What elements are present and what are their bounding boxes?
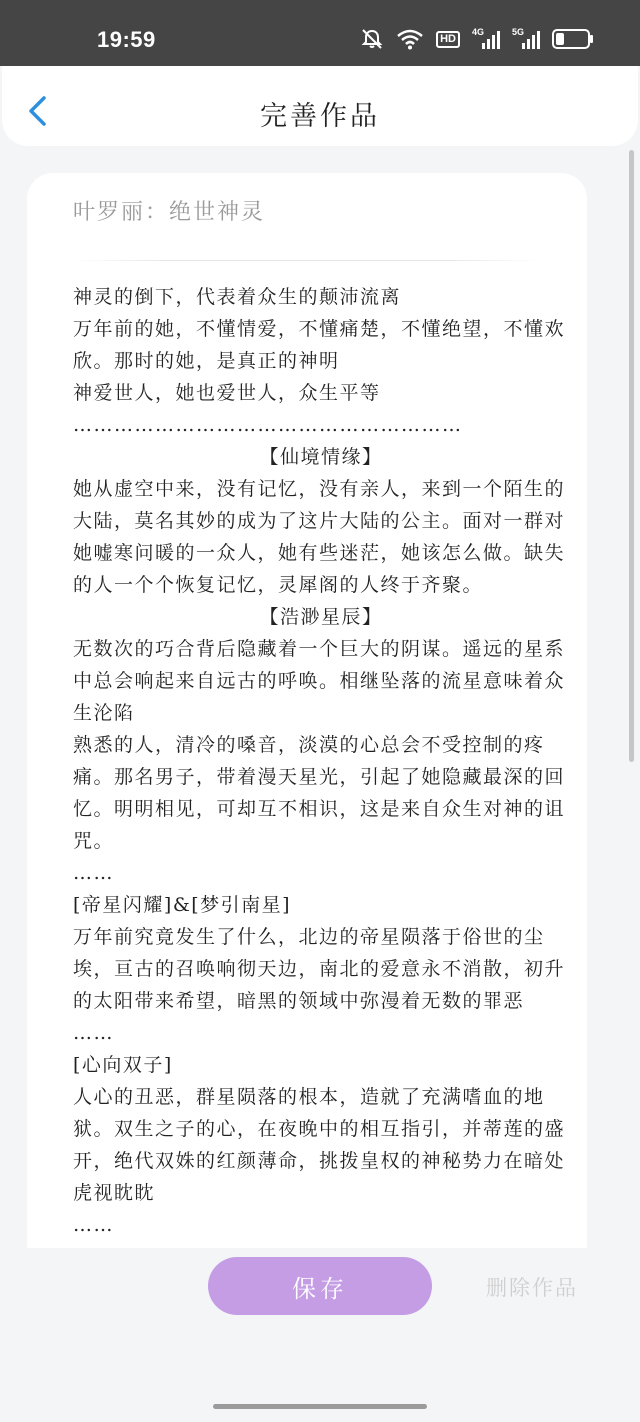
content-line: …………………………………………………	[73, 414, 463, 436]
signal-4g-icon: 4G	[472, 29, 500, 49]
content-line: [帝星闪耀]&[梦引南星]	[73, 894, 292, 916]
hd-icon: HD	[436, 31, 460, 48]
save-button[interactable]: 保存	[208, 1257, 432, 1315]
scrollbar[interactable]	[629, 150, 634, 762]
wifi-icon	[396, 28, 424, 50]
top-header	[2, 66, 638, 146]
section-heading: 【浩渺星辰】	[259, 606, 383, 628]
status-bar	[0, 0, 640, 66]
mute-icon	[360, 28, 384, 50]
content-line: 熟悉的人，清冷的嗓音，淡漠的心总会不受控制的疼痛。那名男子，带着漫天星光，引起了她隐藏最深的回忆。明明相见，可却互不相识，这是来自众生对神的诅咒。	[73, 734, 566, 852]
work-content-field[interactable]	[73, 281, 569, 1241]
content-line: 无数次的巧合背后隐藏着一个巨大的阴谋。遥远的星系中总会响起来自远古的呼唤。相继坠落的流星意味着众生沦陷	[73, 638, 566, 724]
content-line: 她从虚空中来，没有记忆，没有亲人，来到一个陌生的大陆，莫名其妙的成为了这片大陆的公主。面对一群对她嘘寒问暖的一众人，她有些迷茫，她该怎么做。缺失的人一个个恢复记忆，灵犀阁的人终于齐聚。	[73, 478, 566, 596]
signal-5g-icon: 5G	[512, 29, 540, 49]
battery-level	[556, 33, 564, 45]
content-line: 人心的丑恶，群星陨落的根本，造就了充满嗜血的地狱。双生之子的心，在夜晚中的相互指引，并蒂莲的盛开，绝代双姝的红颜薄命，挑拨皇权的神秘势力在暗处虎视眈眈	[73, 1086, 566, 1204]
title-divider	[73, 260, 541, 261]
home-indicator[interactable]	[213, 1404, 427, 1409]
content-line: 万年前的她，不懂情爱，不懂痛楚，不懂绝望，不懂欢欣。那时的她，是真正的神明	[73, 318, 566, 372]
battery-icon	[552, 29, 590, 49]
content-line: 神灵的倒下，代表着众生的颠沛流离	[73, 286, 402, 308]
delete-work-button[interactable]: 删除作品	[486, 1276, 578, 1300]
content-line: ……	[73, 1022, 114, 1044]
content-line: ……	[73, 862, 114, 884]
content-line: 神爱世人，她也爱世人，众生平等	[73, 382, 381, 404]
page-title: 完善作品	[260, 101, 380, 132]
content-line: 万年前究竟发生了什么，北边的帝星陨落于俗世的尘埃，亘古的召唤响彻天边，南北的爱意永不消散，初升的太阳带来希望，暗黑的领域中弥漫着无数的罪恶	[73, 926, 566, 1012]
work-editor-card[interactable]	[27, 173, 587, 1248]
section-heading: 【仙境情缘】	[259, 446, 383, 468]
work-title-field[interactable]: 叶罗丽：绝世神灵	[73, 200, 266, 225]
status-time: 19:59	[97, 27, 156, 52]
status-icons	[360, 28, 590, 50]
content-line: [心向双子]	[73, 1054, 173, 1076]
content-line: ……	[73, 1214, 114, 1236]
